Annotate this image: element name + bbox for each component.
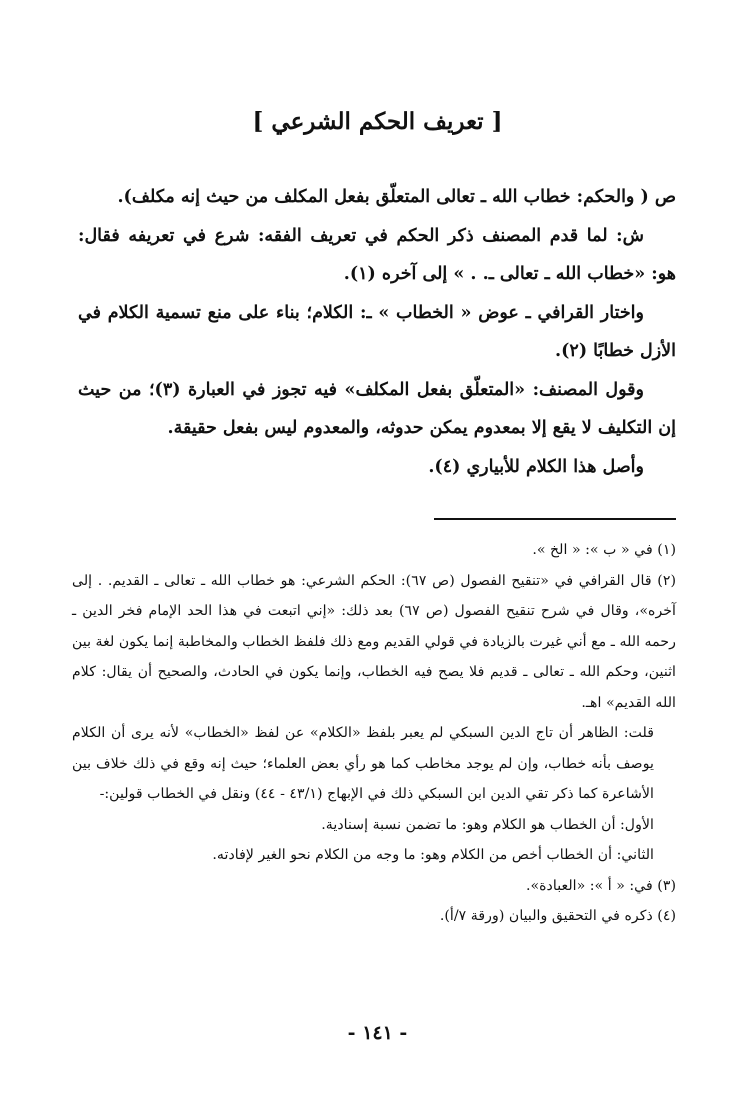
footnote-2-continuation: قلت: الظاهر أن تاج الدين السبكي لم يعبر بلفظ «الكلام» عن لفظ «الخطاب» لأنه يرى أن الكلام يوصف بأنه خطاب، وإن لم يوجد مخاطب كما هو رأي بعض العلماء؛ حيث إنه وقع في ذلك خلاف بين الأشاعرة كما ذكر تقي الدين ابن السبكي ذلك في الإبهاج (٤٣/١ - ٤٤) ونقل في الخطاب قولين:- — [72, 725, 654, 802]
footnote-2-second-opinion: الثاني: أن الخطاب أخص من الكلام وهو: ما وجه من الكلام نحو الغير لإفادته. — [212, 847, 654, 863]
matn-paragraph: ص ( والحكم: خطاب الله ـ تعالى المتعلّق بفعل المكلف من حيث إنه مكلف). — [117, 187, 676, 207]
body-paragraph: وأصل هذا الكلام للأبياري (٤). — [428, 456, 644, 477]
footnote-3: (٣) في: « أ »: «العبادة». — [525, 877, 676, 894]
footnote-2-first-opinion: الأول: أن الخطاب هو الكلام وهو: ما تضمن نسبة إسنادية. — [321, 816, 654, 833]
page-number: - ١٤١ - — [347, 1022, 408, 1044]
sharh-paragraph: ش: لما قدم المصنف ذكر الحكم في تعريف الفقه: شرع في تعريفه فقال: هو: «خطاب الله ـ تعالى ـ. . » إلى آخره (١). — [78, 225, 676, 284]
section-heading: [ تعريف الحكم الشرعي ] — [252, 108, 503, 135]
footnotes — [72, 535, 676, 932]
body-paragraph: وقول المصنف: «المتعلّق بفعل المكلف» فيه تجوز في العبارة (٣)؛ من حيث إن التكليف لا يقع إلا بمعدوم يمكن حدوثه، والمعدوم ليس بفعل حقيقة. — [78, 379, 676, 438]
footnote-divider — [434, 518, 676, 520]
footnote-1: (١) في « ب »: « الخ ». — [532, 542, 676, 558]
body-paragraph: واختار القرافي ـ عوض « الخطاب » ـ: الكلام؛ بناء على منع تسمية الكلام في الأزل خطابًا (٢). — [78, 302, 676, 361]
main-text — [78, 178, 676, 486]
footnote-4: (٤) ذكره في التحقيق والبيان (ورقة ٧/أ). — [439, 908, 676, 924]
footnote-2: (٢) قال القرافي في «تنقيح الفصول (ص ٦٧): الحكم الشرعي: هو خطاب الله ـ تعالى ـ القديم. . إلى آخره»، وقال في شرح تنقيح الفصول (ص ٦٧) بعد ذلك: «إني اتبعت في هذا الحد الإمام فخر الدين ـ رحمه الله ـ مع أني غيرت بالزيادة في قولي القديم ومع ذلك فلفظ الخطاب والمخاطبة إنما يكون لغة بين اثنين، وحكم الله ـ تعالى ـ قديم فلا يصح فيه الخطاب، وإنما يكون في الحادث، والصحيح أن يقال: كلام الله القديم» اهـ. — [72, 572, 677, 711]
